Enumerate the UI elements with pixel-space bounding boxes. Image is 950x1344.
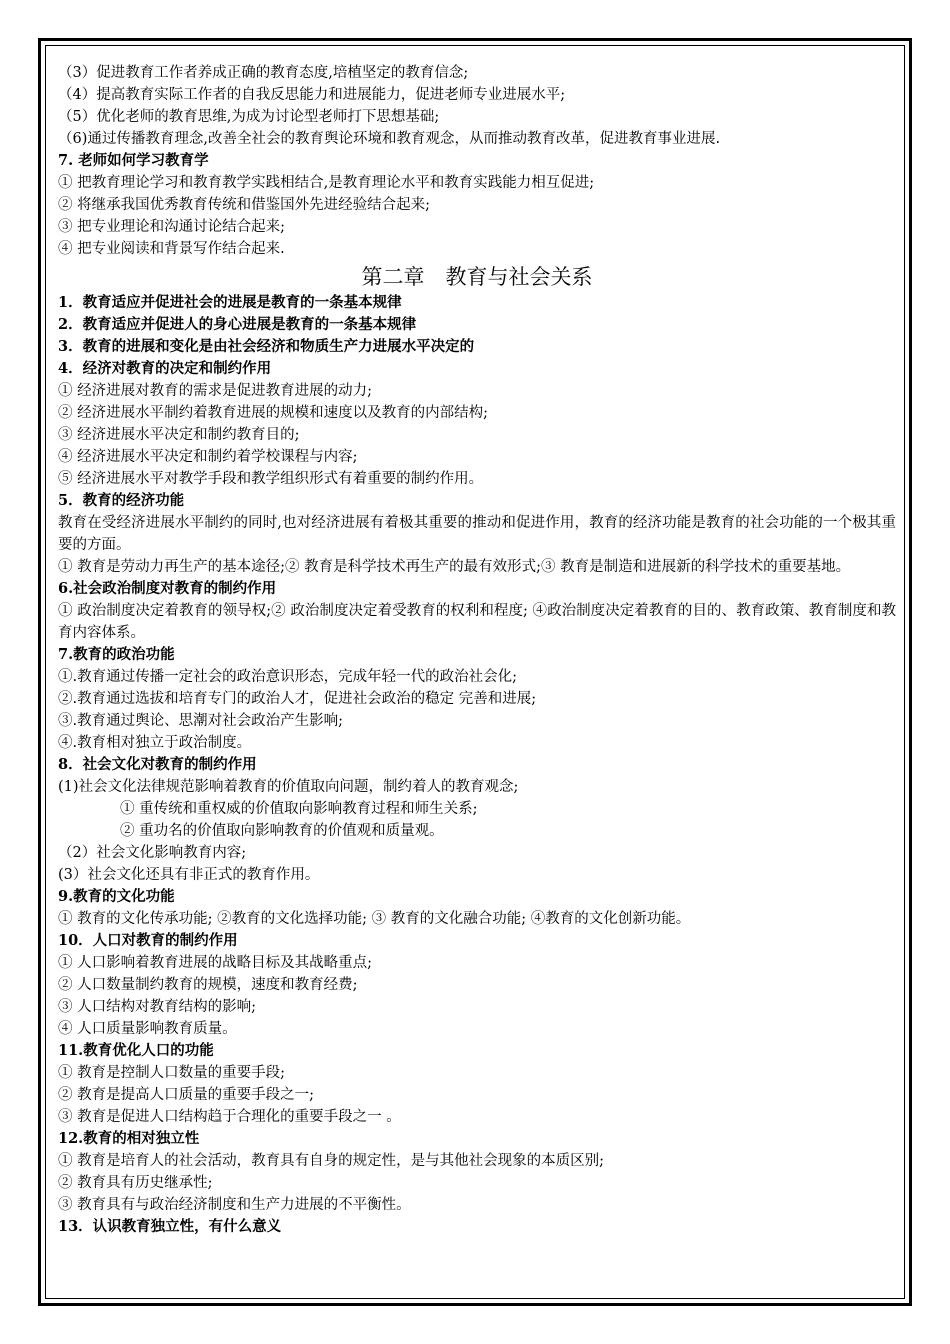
- text-line: ① 教育是劳动力再生产的基本途径;② 教育是科学技术再生产的最有效形式;③ 教育是制造和进展新的科学技术的重要基地。: [58, 559, 851, 575]
- text-line: ② 教育是提高人口质量的重要手段之一;: [58, 1087, 314, 1103]
- text-line: ④ 把专业阅读和背景写作结合起来.: [58, 241, 285, 257]
- section-heading: 5．教育的经济功能: [58, 492, 185, 509]
- text-line: ① 教育是培育人的社会活动，教育具有自身的规定性，是与其他社会现象的本质区别;: [58, 1153, 604, 1169]
- text-line: ① 教育的文化传承功能; ②教育的文化选择功能; ③ 教育的文化融合功能; ④教育的文化创新功能。: [58, 911, 691, 927]
- text-line: ② 重功名的价值取向影响教育的价值观和质量观。: [120, 823, 444, 839]
- section-heading: 4．经济对教育的决定和制约作用: [58, 360, 272, 377]
- text-line: ③ 经济进展水平决定和制约教育目的;: [58, 427, 300, 443]
- section-heading: 11.教育优化人口的功能: [58, 1042, 214, 1059]
- section-heading: 9.教育的文化功能: [58, 888, 175, 905]
- section-heading: 3．教育的进展和变化是由社会经济和物质生产力进展水平决定的: [58, 338, 475, 355]
- document-body: [58, 62, 896, 1238]
- text-line: （6)通过传播教育理念,改善全社会的教育舆论环境和教育观念，从而推动教育改革，促进教育事业进展.: [58, 131, 721, 147]
- text-line: ②.教育通过选拔和培育专门的政治人才，促进社会政治的稳定 完善和进展;: [58, 691, 537, 707]
- text-line: ④ 人口质量影响教育质量。: [58, 1021, 237, 1037]
- text-line: ③ 教育是促进人口结构趋于合理化的重要手段之一 。: [58, 1109, 401, 1125]
- section-heading: 6.社会政治制度对教育的制约作用: [58, 580, 277, 597]
- text-line: 教育在受经济进展水平制约的同时,也对经济进展有着极其重要的推动和促进作用，教育的经济功能是教育的社会功能的一个极其重要的方面。: [58, 515, 896, 553]
- text-line: ④.教育相对独立于政治制度。: [58, 735, 252, 751]
- text-line: (3）社会文化还具有非正式的教育作用。: [58, 867, 320, 883]
- section-heading: 2．教育适应并促进人的身心进展是教育的一条基本规律: [58, 316, 417, 333]
- text-line: （4）提高教育实际工作者的自我反思能力和进展能力，促进老师专业进展水平;: [58, 87, 566, 103]
- chapter-title: 第二章 教育与社会关系: [361, 265, 593, 289]
- section-heading: 7. 老师如何学习教育学: [58, 152, 209, 169]
- text-line: ① 教育是控制人口数量的重要手段;: [58, 1065, 285, 1081]
- text-line: ① 经济进展对教育的需求是促进教育进展的动力;: [58, 383, 372, 399]
- text-line: ③ 教育具有与政治经济制度和生产力进展的不平衡性。: [58, 1197, 411, 1213]
- text-line: ① 人口影响着教育进展的战略目标及其战略重点;: [58, 955, 372, 971]
- section-heading: 12.教育的相对独立性: [58, 1130, 200, 1147]
- text-line: ① 重传统和重权威的价值取向影响教育过程和师生关系;: [120, 801, 478, 817]
- text-line: ③ 把专业理论和沟通讨论结合起来;: [58, 219, 285, 235]
- text-line: （5）优化老师的教育思维,为成为讨论型老师打下思想基础;: [58, 109, 440, 125]
- text-line: ② 经济进展水平制约着教育进展的规模和速度以及教育的内部结构;: [58, 405, 488, 421]
- text-line: ⑤ 经济进展水平对教学手段和教学组织形式有着重要的制约作用。: [58, 471, 484, 487]
- section-heading: 7.教育的政治功能: [58, 646, 175, 663]
- section-heading: 13．认识教育独立性，有什么意义: [58, 1218, 282, 1235]
- section-chapter-one-end: [58, 62, 896, 260]
- section-heading: 10．人口对教育的制约作用: [58, 932, 238, 949]
- section-heading: 8．社会文化对教育的制约作用: [58, 756, 257, 773]
- text-line: （2）社会文化影响教育内容;: [58, 845, 247, 861]
- text-line: (1)社会文化法律规范影响着教育的价值取向问题，制约着人的教育观念;: [58, 779, 519, 795]
- section-chapter-two: [58, 292, 896, 1238]
- text-line: ① 政治制度决定着教育的领导权;② 政治制度决定着受教育的权利和程度; ④政治制度决定着教育的目的、教育政策、教育制度和教育内容体系。: [58, 603, 896, 641]
- text-line: ② 将继承我国优秀教育传统和借鉴国外先进经验结合起来;: [58, 197, 430, 213]
- text-line: ①.教育通过传播一定社会的政治意识形态，完成年轻一代的政治社会化;: [58, 669, 517, 685]
- text-line: ① 把教育理论学习和教育教学实践相结合,是教育理论水平和教育实践能力相互促进;: [58, 175, 595, 191]
- text-line: ③ 人口结构对教育结构的影响;: [58, 999, 256, 1015]
- text-line: （3）促进教育工作者养成正确的教育态度,培植坚定的教育信念;: [58, 65, 469, 81]
- section-heading: 1．教育适应并促进社会的进展是教育的一条基本规律: [58, 294, 402, 311]
- text-line: ② 教育具有历史继承性;: [58, 1175, 213, 1191]
- text-line: ④ 经济进展水平决定和制约着学校课程与内容;: [58, 449, 358, 465]
- text-line: ③.教育通过舆论、思潮对社会政治产生影响;: [58, 713, 343, 729]
- text-line: ② 人口数量制约教育的规模，速度和教育经费;: [58, 977, 358, 993]
